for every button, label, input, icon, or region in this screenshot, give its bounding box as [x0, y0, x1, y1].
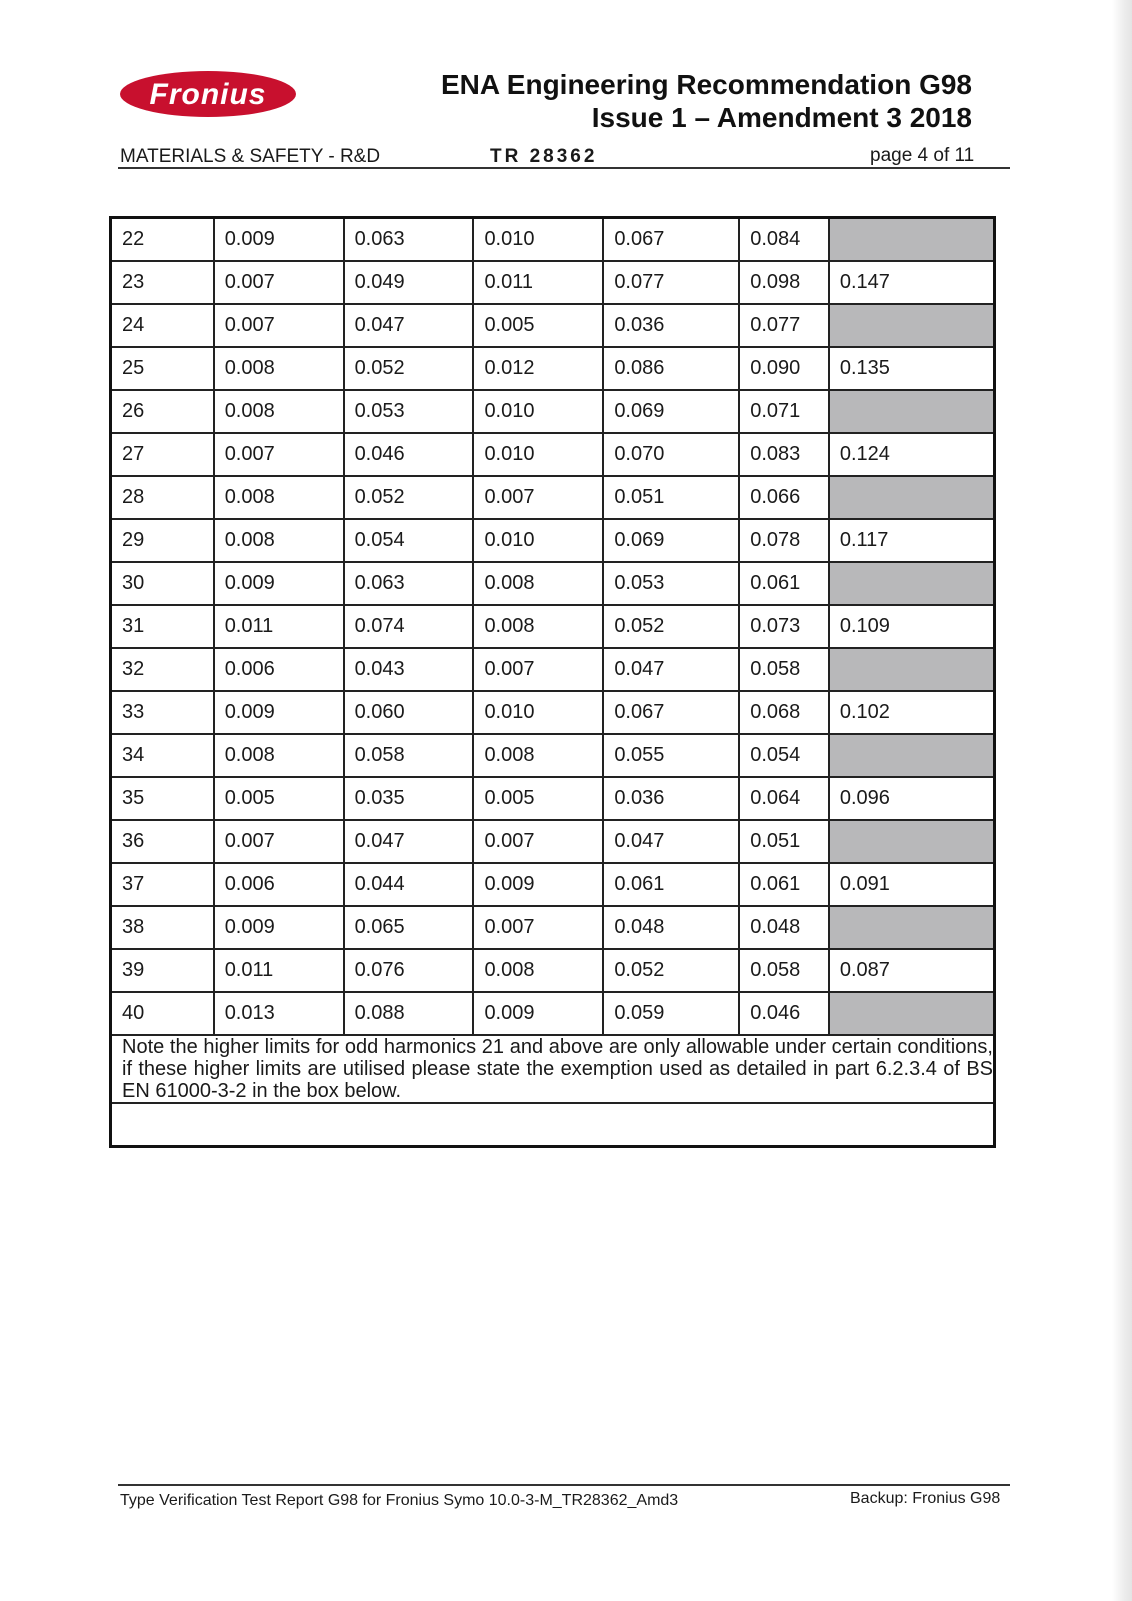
table-row	[111, 261, 995, 304]
value-cell: 0.044	[344, 863, 474, 906]
shaded-cell	[829, 304, 995, 347]
value-cell: 0.009	[214, 691, 344, 734]
value-cell: 0.051	[739, 820, 829, 863]
value-cell: 0.007	[214, 433, 344, 476]
harmonic-order-cell: 26	[111, 390, 214, 433]
report-number: TR 28362	[490, 146, 598, 167]
harmonic-order-cell: 34	[111, 734, 214, 777]
table-row	[111, 992, 995, 1035]
document-title	[441, 68, 972, 134]
value-cell: 0.010	[473, 433, 603, 476]
harmonic-order-cell: 40	[111, 992, 214, 1035]
value-cell: 0.087	[829, 949, 995, 992]
harmonic-order-cell: 35	[111, 777, 214, 820]
value-cell: 0.010	[473, 519, 603, 562]
value-cell: 0.135	[829, 347, 995, 390]
value-cell: 0.077	[603, 261, 739, 304]
table-row	[111, 820, 995, 863]
value-cell: 0.069	[603, 390, 739, 433]
value-cell: 0.005	[473, 777, 603, 820]
harmonic-order-cell: 29	[111, 519, 214, 562]
value-cell: 0.061	[739, 863, 829, 906]
value-cell: 0.010	[473, 218, 603, 262]
harmonic-order-cell: 33	[111, 691, 214, 734]
value-cell: 0.007	[214, 261, 344, 304]
table-row	[111, 691, 995, 734]
page-edge-shadow	[1112, 0, 1132, 1601]
harmonic-order-cell: 23	[111, 261, 214, 304]
value-cell: 0.008	[214, 390, 344, 433]
value-cell: 0.066	[739, 476, 829, 519]
value-cell: 0.009	[214, 218, 344, 262]
shaded-cell	[829, 390, 995, 433]
value-cell: 0.008	[214, 519, 344, 562]
value-cell: 0.009	[214, 906, 344, 949]
value-cell: 0.073	[739, 605, 829, 648]
harmonics-table	[109, 216, 996, 1148]
harmonic-order-cell: 38	[111, 906, 214, 949]
value-cell: 0.063	[344, 218, 474, 262]
value-cell: 0.058	[344, 734, 474, 777]
harmonic-order-cell: 25	[111, 347, 214, 390]
value-cell: 0.117	[829, 519, 995, 562]
value-cell: 0.051	[603, 476, 739, 519]
value-cell: 0.084	[739, 218, 829, 262]
footer-divider	[118, 1484, 1010, 1486]
value-cell: 0.147	[829, 261, 995, 304]
shaded-cell	[829, 734, 995, 777]
value-cell: 0.010	[473, 390, 603, 433]
value-cell: 0.054	[344, 519, 474, 562]
value-cell: 0.090	[739, 347, 829, 390]
table-row	[111, 476, 995, 519]
value-cell: 0.011	[473, 261, 603, 304]
value-cell: 0.009	[473, 992, 603, 1035]
harmonic-order-cell: 36	[111, 820, 214, 863]
table-row	[111, 949, 995, 992]
value-cell: 0.068	[739, 691, 829, 734]
value-cell: 0.052	[603, 949, 739, 992]
value-cell: 0.008	[473, 949, 603, 992]
shaded-cell	[829, 648, 995, 691]
harmonic-order-cell: 30	[111, 562, 214, 605]
value-cell: 0.065	[344, 906, 474, 949]
harmonic-order-cell: 37	[111, 863, 214, 906]
value-cell: 0.063	[344, 562, 474, 605]
value-cell: 0.005	[214, 777, 344, 820]
value-cell: 0.006	[214, 648, 344, 691]
harmonic-order-cell: 22	[111, 218, 214, 262]
value-cell: 0.012	[473, 347, 603, 390]
shaded-cell	[829, 476, 995, 519]
value-cell: 0.058	[739, 949, 829, 992]
value-cell: 0.060	[344, 691, 474, 734]
value-cell: 0.086	[603, 347, 739, 390]
value-cell: 0.047	[344, 304, 474, 347]
value-cell: 0.008	[214, 734, 344, 777]
harmonic-order-cell: 24	[111, 304, 214, 347]
table-row	[111, 390, 995, 433]
value-cell: 0.046	[739, 992, 829, 1035]
harmonic-order-cell: 32	[111, 648, 214, 691]
value-cell: 0.047	[603, 820, 739, 863]
table-row	[111, 433, 995, 476]
table-row	[111, 734, 995, 777]
table-row	[111, 304, 995, 347]
shaded-cell	[829, 906, 995, 949]
value-cell: 0.076	[344, 949, 474, 992]
value-cell: 0.008	[473, 734, 603, 777]
value-cell: 0.071	[739, 390, 829, 433]
value-cell: 0.036	[603, 777, 739, 820]
note-row	[111, 1035, 995, 1103]
value-cell: 0.043	[344, 648, 474, 691]
value-cell: 0.098	[739, 261, 829, 304]
harmonic-order-cell: 31	[111, 605, 214, 648]
value-cell: 0.007	[473, 820, 603, 863]
exemption-row	[111, 1103, 995, 1147]
table-row	[111, 519, 995, 562]
value-cell: 0.007	[214, 820, 344, 863]
value-cell: 0.047	[603, 648, 739, 691]
value-cell: 0.052	[344, 347, 474, 390]
value-cell: 0.054	[739, 734, 829, 777]
value-cell: 0.069	[603, 519, 739, 562]
table-row	[111, 347, 995, 390]
table-row	[111, 562, 995, 605]
shaded-cell	[829, 218, 995, 262]
value-cell: 0.011	[214, 605, 344, 648]
value-cell: 0.061	[603, 863, 739, 906]
value-cell: 0.102	[829, 691, 995, 734]
value-cell: 0.047	[344, 820, 474, 863]
value-cell: 0.013	[214, 992, 344, 1035]
value-cell: 0.008	[214, 347, 344, 390]
fronius-logo	[118, 68, 298, 120]
footer-backup-label: Backup: Fronius G98	[850, 1490, 1001, 1507]
value-cell: 0.008	[214, 476, 344, 519]
table-row	[111, 777, 995, 820]
harmonic-order-cell: 39	[111, 949, 214, 992]
value-cell: 0.083	[739, 433, 829, 476]
value-cell: 0.053	[603, 562, 739, 605]
value-cell: 0.078	[739, 519, 829, 562]
value-cell: 0.074	[344, 605, 474, 648]
table-row	[111, 648, 995, 691]
value-cell: 0.035	[344, 777, 474, 820]
value-cell: 0.053	[344, 390, 474, 433]
value-cell: 0.048	[739, 906, 829, 949]
value-cell: 0.007	[473, 476, 603, 519]
value-cell: 0.124	[829, 433, 995, 476]
shaded-cell	[829, 992, 995, 1035]
value-cell: 0.048	[603, 906, 739, 949]
value-cell: 0.055	[603, 734, 739, 777]
value-cell: 0.007	[473, 648, 603, 691]
table-row	[111, 863, 995, 906]
value-cell: 0.052	[344, 476, 474, 519]
value-cell: 0.007	[214, 304, 344, 347]
page-number: page 4 of 11	[870, 145, 975, 166]
svg-text:Fronius: Fronius	[149, 78, 267, 111]
value-cell: 0.070	[603, 433, 739, 476]
value-cell: 0.096	[829, 777, 995, 820]
value-cell: 0.091	[829, 863, 995, 906]
header-divider	[118, 167, 1010, 169]
harmonic-order-cell: 28	[111, 476, 214, 519]
value-cell: 0.046	[344, 433, 474, 476]
shaded-cell	[829, 820, 995, 863]
table-row	[111, 218, 995, 262]
table-row	[111, 906, 995, 949]
exemption-input-box[interactable]	[111, 1103, 995, 1147]
value-cell: 0.088	[344, 992, 474, 1035]
value-cell: 0.036	[603, 304, 739, 347]
footer-report-title: Type Verification Test Report G98 for Fronius Symo 10.0-3-M_TR28362_Amd3	[120, 1492, 679, 1509]
value-cell: 0.006	[214, 863, 344, 906]
shaded-cell	[829, 562, 995, 605]
value-cell: 0.007	[473, 906, 603, 949]
value-cell: 0.049	[344, 261, 474, 304]
value-cell: 0.067	[603, 691, 739, 734]
value-cell: 0.067	[603, 218, 739, 262]
value-cell: 0.010	[473, 691, 603, 734]
value-cell: 0.005	[473, 304, 603, 347]
harmonic-order-cell: 27	[111, 433, 214, 476]
value-cell: 0.064	[739, 777, 829, 820]
value-cell: 0.011	[214, 949, 344, 992]
title-line-1: ENA Engineering Recommendation G98	[440, 69, 972, 100]
value-cell: 0.061	[739, 562, 829, 605]
value-cell: 0.008	[473, 605, 603, 648]
value-cell: 0.058	[739, 648, 829, 691]
value-cell: 0.109	[829, 605, 995, 648]
table-row	[111, 605, 995, 648]
value-cell: 0.009	[214, 562, 344, 605]
value-cell: 0.008	[473, 562, 603, 605]
harmonics-note: Note the higher limits for odd harmonics 21 and above are only allowable under certain conditions, if these higher limits are utilised please state the exemption used as detailed in part 6.2.3.4 of BS EN 61000-3-2 in the box below.	[111, 1035, 995, 1103]
department-label: MATERIALS & SAFETY - R&D	[120, 146, 381, 167]
value-cell: 0.052	[603, 605, 739, 648]
value-cell: 0.077	[739, 304, 829, 347]
value-cell: 0.009	[473, 863, 603, 906]
value-cell: 0.059	[603, 992, 739, 1035]
title-line-2: Issue 1 – Amendment 3 2018	[591, 102, 972, 133]
